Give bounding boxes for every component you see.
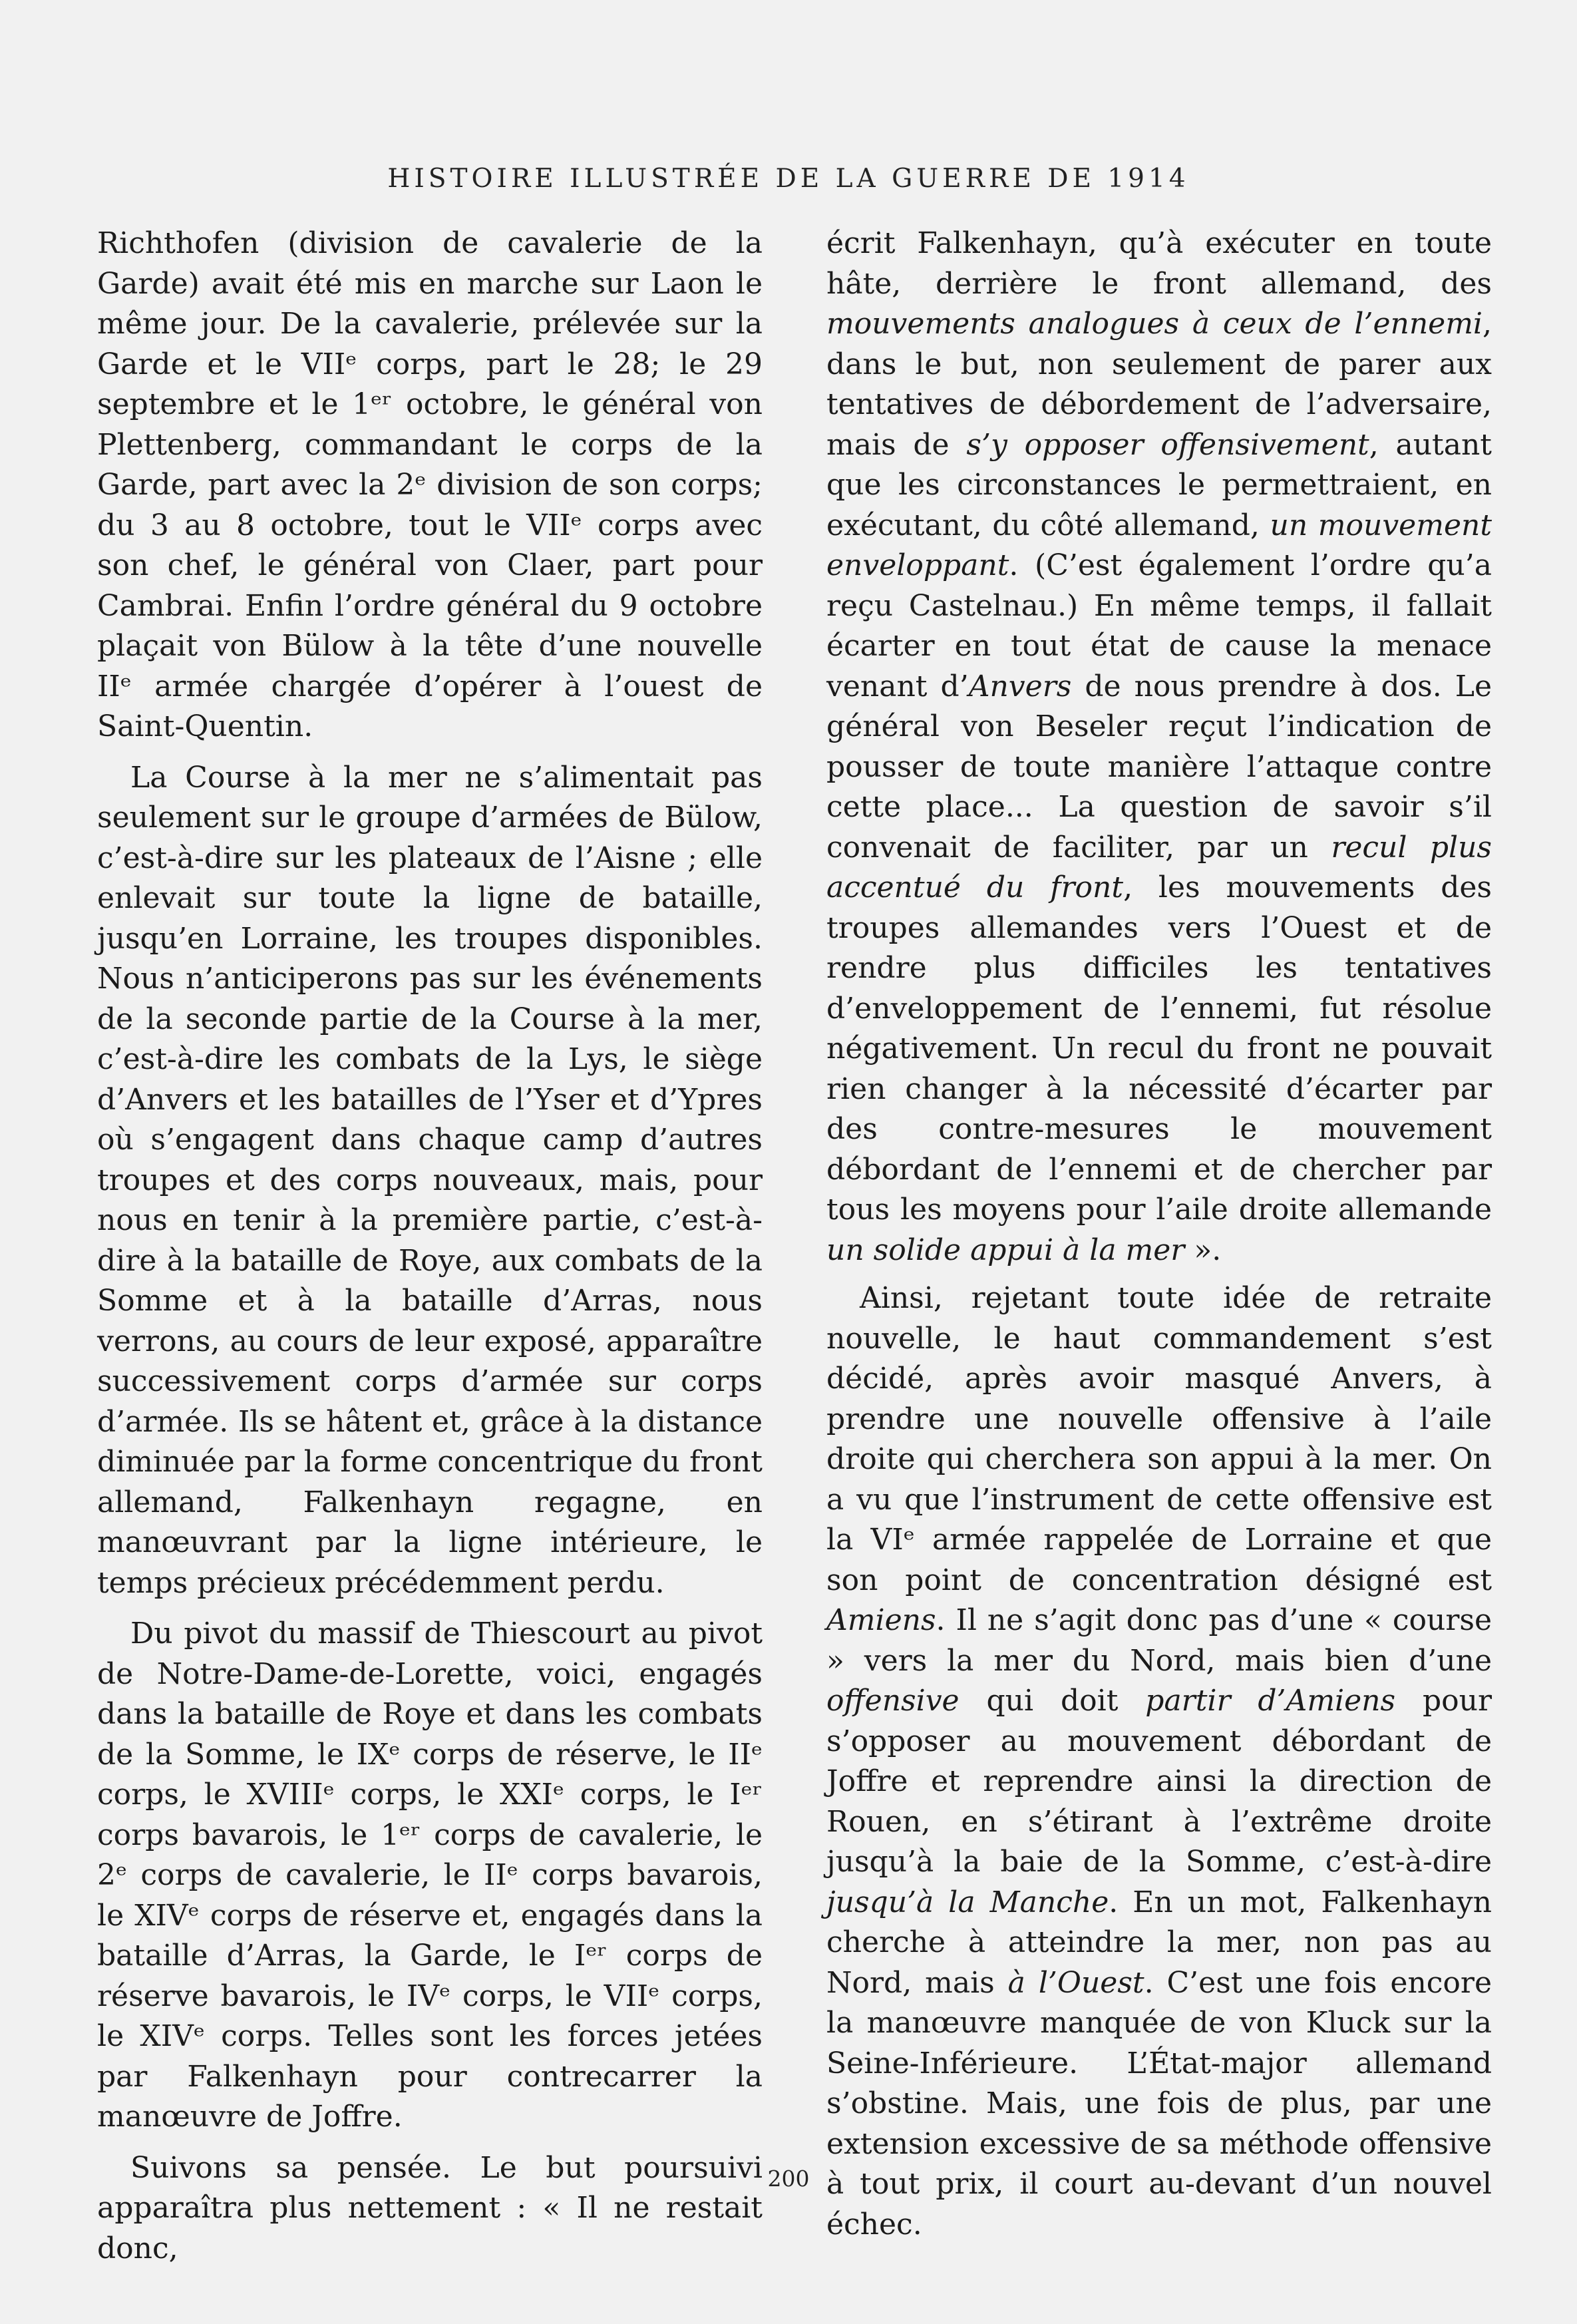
running-header: HISTOIRE ILLUSTRÉE DE LA GUERRE DE 1914: [387, 164, 1190, 194]
text-run: . En un mot, Falkenhayn cherche à atteindre la mer, non pas au Nord, mais: [826, 1885, 1492, 2000]
text-run: écrit Falkenhayn, qu’à exécuter en toute hâte, derrière le front allemand, des: [826, 226, 1492, 301]
text-run: , les mouvements des troupes allemandes vers l’Ouest et de rendre plus difficiles les tentatives d’enveloppement de l’ennemi, fut résolue négativement. Un recul du front ne pouvait rien changer à la nécessité d’écarter par des contre-mesures le mouvement débordant de l’ennemi et de chercher par tous les moyens pour l’aile droite allemande: [826, 871, 1492, 1227]
text-run: qui doit: [959, 1684, 1146, 1718]
italic-phrase: Anvers: [968, 669, 1072, 703]
text-run: ».: [1184, 1233, 1222, 1267]
right-paragraph-1: [826, 224, 1492, 1270]
text-run: , dans le but, non seulement de parer aux tentatives de débordement de l’adversaire, mais de: [826, 307, 1492, 462]
text-run: pour s’opposer au mouvement débordant de Joffre et reprendre ainsi la direction de Rouen, en s’étirant à l’extrême droite jusqu’à la baie de la Somme, c’est-à-dire: [826, 1684, 1492, 1879]
italic-phrase: un solide appui à la mer: [826, 1233, 1185, 1267]
italic-phrase: mouvements analogues à ceux de l’ennemi: [826, 307, 1483, 341]
left-paragraph-3: Du pivot du massif de Thiescourt au pivot de Notre-Dame-de-Lorette, voici, engagés dans la bataille de Roye et dans les combats de la Somme, le IXᵉ corps de réserve, le IIᵉ corps, le XVIIIᵉ corps, le XXIᵉ corps, le Iᵉʳ corps bavarois, le 1ᵉʳ corps de cavalerie, le 2ᵉ corps de cavalerie, le IIᵉ corps bavarois, le XIVᵉ corps de réserve et, engagés dans la bataille d’Arras, la Garde, le Iᵉʳ corps de réserve bavarois, le IVᵉ corps, le VIIᵉ corps, le XIVᵉ corps. Telles sont les forces jetées par Falkenhayn pour contrecarrer la manœuvre de Joffre.: [97, 1617, 763, 2134]
text-run: de nous prendre à dos. Le général von Beseler reçut l’indication de pousser de toute manière l’attaque contre cette place... La question de savoir s’il convenait de faciliter, par un: [826, 669, 1492, 865]
italic-phrase: un mouvement enveloppant: [826, 508, 1492, 582]
italic-phrase: jusqu’à la Manche: [826, 1885, 1109, 1919]
text-run: , autant que les circonstances le permettraient, en exécutant, du côté allemand,: [826, 427, 1492, 542]
text-run: Ainsi, rejetant toute idée de retraite nouvelle, le haut commandement s’est décidé, après avoir masqué Anvers, à prendre une nouvelle offensive à l’aile droite qui cherchera son appui à la mer. On a vu que l’instrument de cette offensive est la VIᵉ armée rappelée de Lorraine et que son point de concentration désigné est: [826, 1281, 1492, 1597]
text-run: . (C’est également l’ordre qu’a reçu Castelnau.) En même temps, il fallait écarter en tout état de cause la menace venant d’: [826, 548, 1492, 703]
text-run: . C’est une fois encore la manœuvre manquée de von Kluck sur la Seine-Inférieure. L’État-major allemand s’obstine. Mais, une fois de plus, par une extension excessive de sa méthode offensive à tout prix, il court au-devant d’un nouvel échec.: [826, 1965, 1492, 2241]
italic-phrase: Amiens: [826, 1603, 936, 1637]
italic-phrase: offensive: [826, 1684, 960, 1718]
page-number: 200: [767, 2166, 810, 2192]
left-column: [97, 224, 763, 2269]
italic-phrase: recul plus accentué du front: [826, 830, 1492, 904]
left-paragraph-1: Richthofen (division de cavalerie de la Garde) avait été mis en marche sur Laon le même jour. De la cavalerie, prélevée sur la Garde et le VIIᵉ corps, part le 28; le 29 septembre et le 1ᵉʳ octobre, le général von Plettenberg, commandant le corps de la Garde, part avec la 2ᵉ division de son corps; du 3 au 8 octobre, tout le VIIᵉ corps avec son chef, le général von Claer, part pour Cambrai. Enfin l’ordre général du 9 octobre plaçait von Bülow à la tête d’une nouvelle IIᵉ armée chargée d’opérer à l’ouest de Saint-Quentin.: [97, 226, 763, 743]
left-paragraph-4: Suivons sa pensée. Le but poursuivi apparaîtra plus nettement : « Il ne restait donc,: [97, 2150, 763, 2265]
italic-phrase: partir d’Amiens: [1145, 1684, 1396, 1718]
right-column: [826, 224, 1492, 2245]
left-paragraph-2: La Course à la mer ne s’alimentait pas seulement sur le groupe d’armées de Bülow, c’est-à-dire sur les plateaux de l’Aisne ; elle enlevait sur toute la ligne de bataille, jusqu’en Lorraine, les troupes disponibles. Nous n’anticiperons pas sur les événements de la seconde partie de la Course à la mer, c’est-à-dire les combats de la Lys, le siège d’Anvers et les batailles de l’Yser et d’Ypres où s’engagent dans chaque camp d’autres troupes et des corps nouveaux, mais, pour nous en tenir à la première partie, c’est-à-dire à la bataille de Roye, aux combats de la Somme et à la bataille d’Arras, nous verrons, au cours de leur exposé, apparaître successivement corps d’armée sur corps d’armée. Ils se hâtent et, grâce à la distance diminuée par la forme concentrique du front allemand, Falkenhayn regagne, en manœuvrant par la ligne intérieure, le temps précieux précédemment perdu.: [97, 760, 763, 1600]
italic-phrase: s’y opposer offensivement: [966, 427, 1369, 462]
right-paragraph-2: [826, 1278, 1492, 2245]
italic-phrase: à l’Ouest: [1007, 1965, 1144, 2000]
text-run: . Il ne s’agit donc pas d’une « course » vers la mer du Nord, mais bien d’une: [826, 1603, 1492, 1678]
